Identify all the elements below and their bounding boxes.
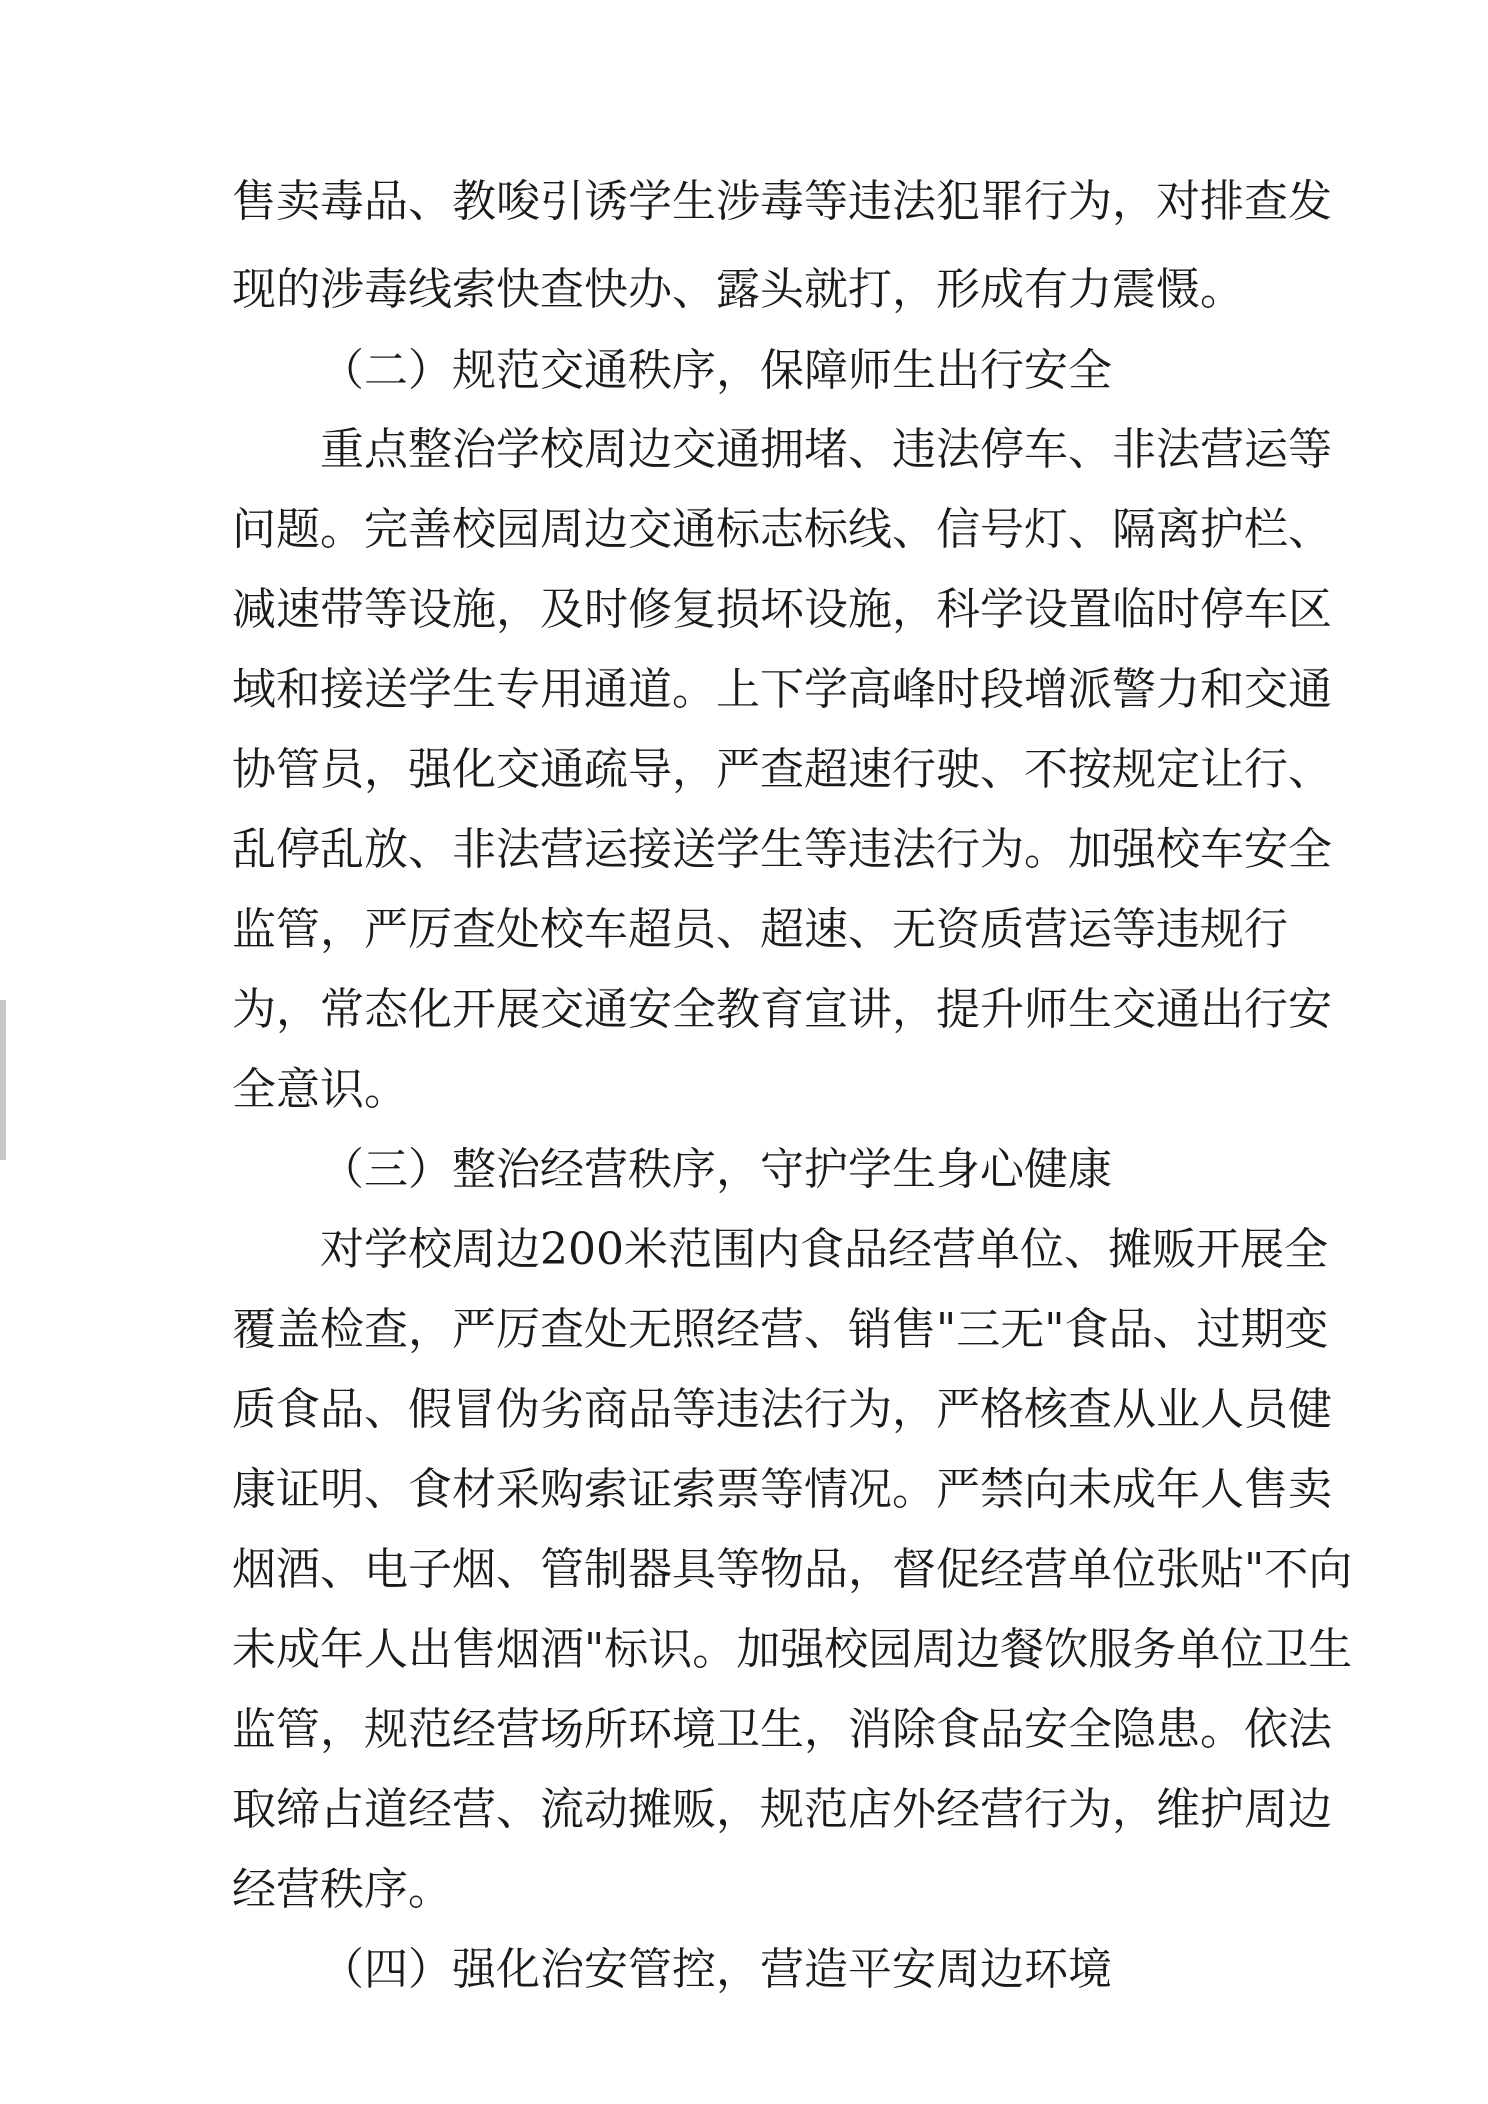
- body-text-line: 减速带等设施，及时修复损坏设施，科学设置临时停车区: [232, 584, 1332, 635]
- body-text-line: 域和接送学生专用通道。上下学高峰时段增派警力和交通: [232, 664, 1332, 715]
- body-text-line: 监管，规范经营场所环境卫生，消除食品安全隐患。依法: [232, 1704, 1332, 1755]
- body-text-line: 质食品、假冒伪劣商品等违法行为，严格核查从业人员健: [232, 1384, 1332, 1435]
- body-text-line: 烟酒、电子烟、管制器具等物品，督促经营单位张贴"不向: [232, 1544, 1353, 1595]
- body-text-line: 康证明、食材采购索证索票等情况。严禁向未成年人售卖: [232, 1464, 1332, 1515]
- body-text-line: 现的涉毒线索快查快办、露头就打，形成有力震慑。: [232, 264, 1244, 315]
- body-text-line: 问题。完善校园周边交通标志标线、信号灯、隔离护栏、: [232, 504, 1332, 555]
- body-text-line: 协管员，强化交通疏导，严查超速行驶、不按规定让行、: [232, 744, 1332, 795]
- body-text-line: 对学校周边200米范围内食品经营单位、摊贩开展全: [320, 1224, 1328, 1275]
- body-text-line: 乱停乱放、非法营运接送学生等违法行为。加强校车安全: [232, 824, 1332, 875]
- scan-edge-mark: [0, 1000, 6, 1160]
- body-text-line: 售卖毒品、教唆引诱学生涉毒等违法犯罪行为，对排查发: [232, 176, 1332, 227]
- body-text-line: 取缔占道经营、流动摊贩，规范店外经营行为，维护周边: [232, 1784, 1332, 1835]
- body-text-line: 未成年人出售烟酒"标识。加强校园周边餐饮服务单位卫生: [232, 1624, 1353, 1675]
- body-text-line: 全意识。: [232, 1064, 408, 1115]
- body-text-line: 为，常态化开展交通安全教育宣讲，提升师生交通出行安: [232, 984, 1332, 1035]
- section-heading: （四）强化治安管控，营造平安周边环境: [320, 1944, 1112, 1995]
- section-heading: （二）规范交通秩序，保障师生出行安全: [320, 345, 1112, 396]
- body-text-line: 覆盖检查，严厉查处无照经营、销售"三无"食品、过期变: [232, 1304, 1329, 1355]
- body-text-line: 重点整治学校周边交通拥堵、违法停车、非法营运等: [320, 424, 1332, 475]
- section-heading: （三）整治经营秩序，守护学生身心健康: [320, 1144, 1112, 1195]
- body-text-line: 经营秩序。: [232, 1864, 452, 1915]
- body-text-line: 监管，严厉查处校车超员、超速、无资质营运等违规行: [232, 904, 1288, 955]
